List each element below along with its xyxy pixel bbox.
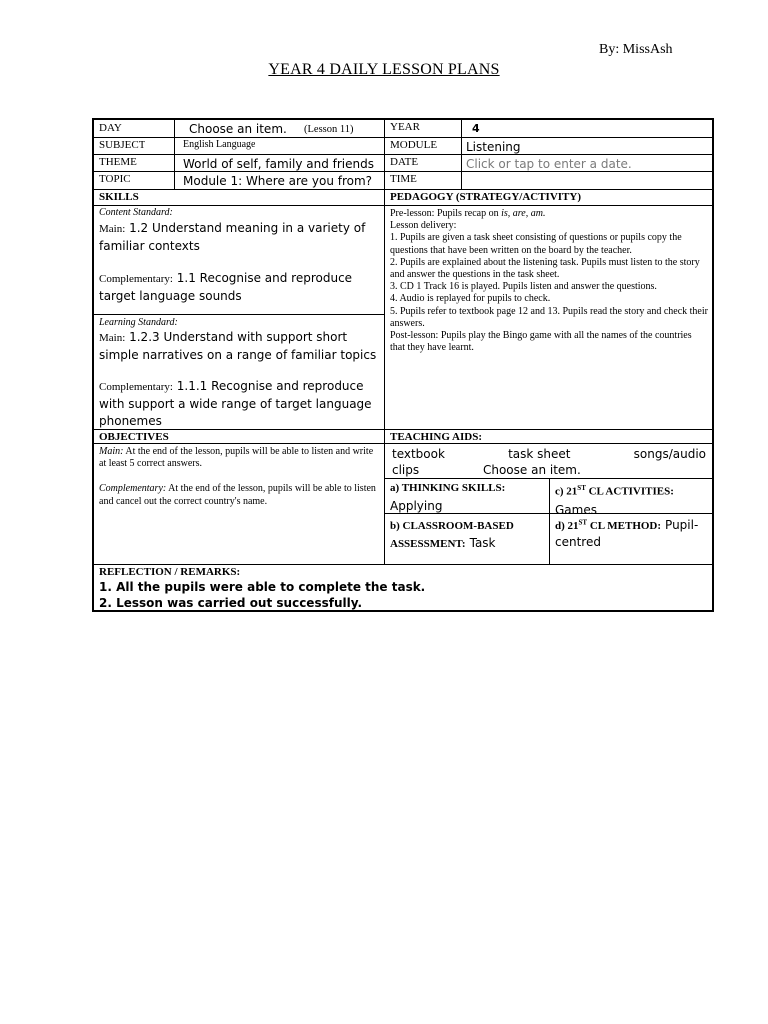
cl-method-label-suffix: CL METHOD:	[587, 520, 662, 532]
teaching-aid-item: textbook	[392, 447, 445, 461]
pedagogy-step: 2. Pupils are explained about the listening task. Pupils must listen to the story and answer the questions in the task sheet.	[390, 256, 700, 281]
lesson-plan-table	[92, 118, 714, 612]
date-picker[interactable]: Click or tap to enter a date.	[466, 157, 632, 171]
objective-comp-label: Complementary:	[99, 483, 167, 495]
topic-label: TOPIC	[99, 173, 131, 185]
cs-comp-label: Complementary:	[99, 273, 173, 286]
day-label: DAY	[99, 122, 122, 134]
author-credit: By: MissAsh	[599, 42, 673, 57]
teaching-aid-item: songs/audio	[633, 447, 706, 461]
cl-activities-label-suffix: CL ACTIVITIES:	[585, 485, 674, 498]
pedagogy-header: PEDAGOGY (STRATEGY/ACTIVITY)	[390, 191, 581, 203]
year-label: YEAR	[390, 121, 420, 133]
reflection-cell	[99, 566, 699, 611]
teaching-aid-select[interactable]: Choose an item.	[482, 463, 581, 477]
pre-lesson-text: Pre-lesson: Pupils recap on	[390, 208, 502, 219]
content-standard-label: Content Standard:	[99, 207, 173, 218]
cl-method-sup: ST	[578, 518, 588, 527]
teaching-aids-list	[392, 446, 706, 478]
objective-main-text: At the end of the lesson, pupils will be able to listen and write at least 5 correct answers.	[99, 446, 374, 470]
lesson-number: (Lesson 11)	[304, 124, 354, 135]
pre-lesson-words: is, are, am.	[501, 208, 546, 219]
objective-comp-text: At the end of the lesson, pupils will be able to listen and cancel out the correct country's name.	[99, 483, 376, 507]
reflection-item: 1. All the pupils were able to complete the task.	[99, 580, 426, 594]
learning-standard-label: Learning Standard:	[99, 317, 178, 328]
pedagogy-content	[390, 208, 708, 354]
module-label: MODULE	[390, 139, 438, 151]
teaching-aids-header: TEACHING AIDS:	[390, 431, 482, 443]
subject-value[interactable]: English Language	[183, 139, 256, 150]
cs-comp-value: 1.1 Recognise and reproduce target language sounds	[99, 271, 353, 304]
assessment-cell	[390, 516, 546, 552]
year-value[interactable]: 4	[472, 122, 480, 135]
assessment-value: Task	[469, 536, 496, 550]
teaching-aid-item: task sheet	[508, 447, 571, 461]
objectives-header: OBJECTIVES	[99, 431, 169, 443]
teaching-aid-item: clips	[392, 463, 420, 477]
cl-activities-value: Games	[555, 502, 597, 517]
module-value[interactable]: Listening	[466, 140, 521, 154]
thinking-skills-label: a) THINKING SKILLS:	[390, 482, 506, 494]
content-standard-block	[99, 207, 381, 305]
theme-label: THEME	[99, 156, 137, 168]
date-label: DATE	[390, 156, 419, 168]
subject-label: SUBJECT	[99, 139, 146, 151]
thinking-skills-value: Applying	[390, 499, 443, 513]
theme-value[interactable]: World of self, family and friends	[183, 157, 374, 171]
ls-main-label: Main:	[99, 332, 126, 345]
learning-standard-block	[99, 317, 381, 430]
time-label: TIME	[390, 173, 417, 185]
cl-method-value: Pupil-centred	[555, 518, 699, 549]
post-lesson-text: Post-lesson: Pupils play the Bingo game with all the names of the countries that they have learnt.	[390, 330, 692, 354]
ls-comp-value: 1.1.1 Recognise and reproduce with support a wide range of target language phonemes	[99, 379, 372, 429]
objectives-content	[99, 446, 381, 508]
day-select[interactable]: Choose an item.	[189, 122, 287, 136]
cl-method-label: d) 21	[555, 520, 579, 532]
objective-main-label: Main:	[99, 446, 124, 457]
ls-main-value: 1.2.3 Understand with support short simple narratives on a range of familiar topics	[99, 330, 377, 363]
page-title: YEAR 4 DAILY LESSON PLANS	[268, 61, 500, 78]
reflection-header: REFLECTION / REMARKS:	[99, 566, 241, 578]
topic-value[interactable]: Module 1: Where are you from?	[183, 174, 373, 188]
lesson-delivery-label: Lesson delivery:	[390, 220, 457, 232]
ls-comp-label: Complementary:	[99, 381, 173, 394]
thinking-skills-cell	[390, 482, 546, 513]
pedagogy-step: 3. CD 1 Track 16 is played. Pupils listen and answer the questions.	[390, 281, 657, 293]
reflection-item: 2. Lesson was carried out successfully.	[99, 596, 362, 610]
skills-header: SKILLS	[99, 191, 139, 203]
assessment-label: b) CLASSROOM-BASED ASSESSMENT:	[390, 520, 514, 550]
cl-method-cell	[555, 516, 709, 550]
pedagogy-step: 4. Audio is replayed for pupils to check.	[390, 293, 551, 305]
cl-activities-cell	[555, 482, 709, 517]
cs-main-value: 1.2 Understand meaning in a variety of familiar contexts	[99, 221, 366, 254]
cs-main-label: Main:	[99, 223, 126, 236]
cl-activities-sup: ST	[577, 484, 586, 492]
cl-activities-label: c) 21	[555, 485, 578, 498]
pedagogy-step: 1. Pupils are given a task sheet consisting of questions or pupils copy the questions that have been written on the board by the teacher.	[390, 232, 682, 256]
pedagogy-step: 5. Pupils refer to textbook page 12 and 13. Pupils read the story and check their answers.	[390, 305, 708, 329]
